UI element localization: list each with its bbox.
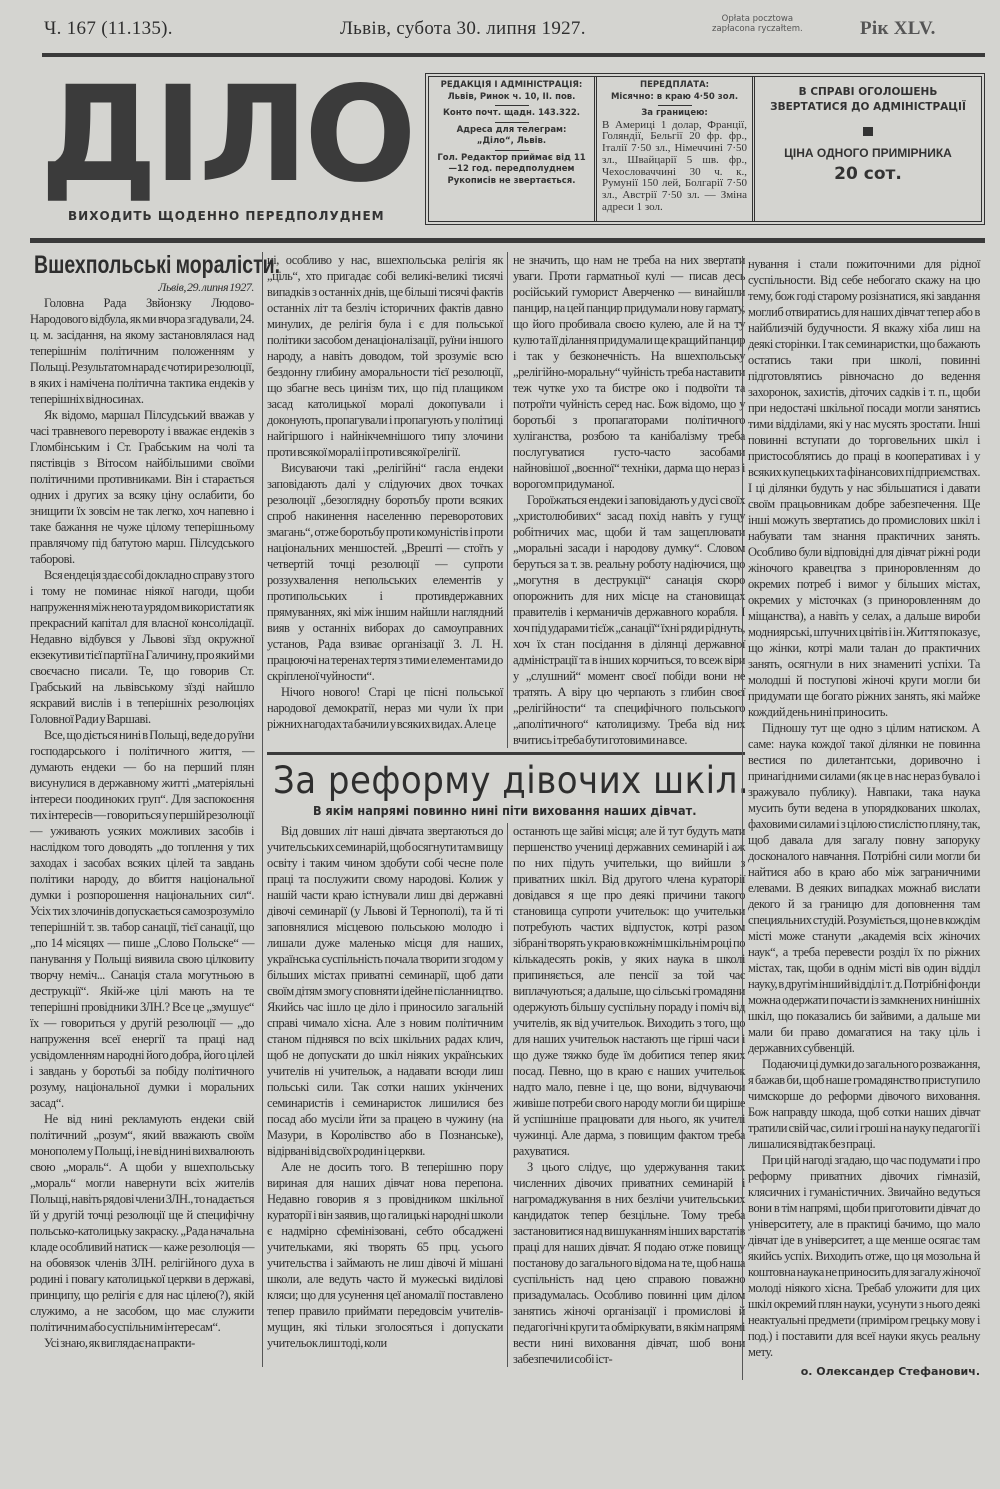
article2-body <box>267 823 745 1367</box>
ads-text: В СПРАВІ ОГОЛОШЕНЬ ЗВЕРТАТИСЯ ДО АДМІНІСТРАЦІЇ <box>770 86 966 113</box>
postage-line: zapłacona ryczałtem. <box>712 24 803 34</box>
paragraph: Гороїжаться ендеки і заповідають у дусі своїх „христолюбивих“ засад похід навіть у гущу робітничих мас, щоби й там защеплювати „моральні засади і народову думку“. Словом беруться за т. зв. реальну роботу надіючися, що „могутня в деструкції“ санація скоро опорожнить для них місце на становищах правителів і керманичів державного корабля. І хоч під ударами тієїж „санації“ їхні ряди ріднуть, хоч їх стан посідання в ділянці державної адміністрації та в інших корчиться, то всеж віри у „слушний“ момент своєї побіди вони не тратять. А віру цю черпають з глибин своєї „релігійности“ та специфічного польського „аполітичного“ католицизму. Треба від них вчитись і треба бути готовими на все. <box>513 493 745 747</box>
place-date: Львів, субота 30. липня 1927. <box>340 18 586 39</box>
author-signature: о. Олександер Стефанович. <box>800 1365 980 1378</box>
editorial-info <box>429 77 594 221</box>
paragraph: Але не досить того. В теперішню пору вириная для наших дівчат нова перепона. Недавно говорив я з провідником шкільної кураторії і він заявив, що галицькі народні школи є надмірно сфемінізовані, себто обсаджені учительками, які творять 65 прц. усього учительства і займають не лиш дівочі й мішані школи, але ведуть часто й мужеські виділові кляси; що для усунення цеї аномалії поставлено тепер правило приймати передовсім учителів-мущин, які тільки зголосяться і допускати учительок лиш тоді, коли <box>267 1160 503 1350</box>
paragraph: При цій нагоді згадаю, що час подумати і про реформу приватних дівочих гімназій, клясичних і гуманістичних. Звичайно ведуться вони в тім напрямі, щоби приготовити дівчат до університету, але в практиці бачимо, що мало дівчат іде в університет, а ще менше осягає там якийсь успіх. Виходить отже, що ця мозольна й коштовна наука не приносить для загалу жіночої молоді ніякого хісна. Требаб уложити для цих шкіл окремий плян науки, усунути з нього деякі неактуальні предмети (приміром грецьку мову і под.) і поставити для всеї науки якусь реальну мету. <box>748 1153 980 1359</box>
paragraph: Нічого нового! Старі це пісні польської народової демократії, нераз ми чули їх при ріжних нагодах та бачили у всяких видах. Але це <box>267 685 503 731</box>
article2-column2 <box>507 823 745 1367</box>
article1-continuation <box>267 252 745 748</box>
header-rule <box>42 53 985 57</box>
telegram-address: „Діло“, Львів. <box>476 136 547 146</box>
postal-account: Конто почт. щадн. 143.322. <box>442 108 581 118</box>
newspaper-logo: ДІЛО <box>40 58 413 212</box>
paragraph: Все, що діється нині в Польщі, веде до руїни господарського і політичного життя, — думають ендеки — бо на перший плян висунулися в державному житті „матеріяльні інтереси поодиноких груп“. Для заспокоєння тих інтересів — говориться у першій резолюції — уживають усяких можливих засобів і наслідком того доводять „до топлення у тих заходах і засобах всяких цілей та завдань політики народу, до вбиття національної думки і розпорошення національних сил“. Усіх тих злочинів допускається самозрозуміло теперішній т. зв. табор санації, тієї санації, що „по 14 місяцях — пише „Слово Польске“ — панування у Польщі виявила свою цілковиту творчу неміч... Санація стала могутньою в деструкції“. Якій-же цілі мають на те теперішні провідники ЗЛН.? Все це „змушує“ їх — говориться у другій резолюції — „до напруження всеї енергії та праці над усвідомленням народні його добра, його цілей і завдань у боротьбі за побіду політичного розуму, національної думки і моральних засад“. <box>30 728 254 1110</box>
article1-title: Вшехпольські моралісти. <box>34 251 281 279</box>
paragraph: останють ще зайві місця; але й тут будуть мати першенство учениці державних семинарій і аж по них підуть учительки, що вийшли з приватних шкіл. Від другого члена кураторії довідався я ще про деякі причини такого становища супроти учительок: що учительки потребують частих відпусток, котрі разом зібрані творять у краю в кожнім шкільнім році по кількадесять років, у яких наука в школі припиняється, але пенсії за той час виплачуються; а дальше, що сільські громадяни одержують більшу суспільну пораду і поміч від учителів, як від учительок. Виходить з того, що для наших учительок настають ще гірші часи і що дуже тяжко буде їм добитися тепер яких посад. Певно, що в краю є наших учительок надто мало, певне і це, що вони, відчуваючи живіше потреби свого народу могли би щиріше й успішніше працювати для нього, як учителі чужинці. Але дарма, з повищим фактом треба рахуватися. <box>513 824 745 1158</box>
article1-column3 <box>507 252 745 748</box>
manuscripts-note: Рукописів не звертається. <box>447 175 576 186</box>
article-separator <box>267 752 745 755</box>
editorial-address: Львів, Ринок ч. 10, II. пов. <box>447 91 576 102</box>
subscription-info <box>594 77 752 221</box>
info-box <box>425 73 985 225</box>
article1-column2 <box>267 252 507 748</box>
paragraph: Подаючи ці думки до загального розважання, я бажав би, щоб наше громадянство приступило чимскорше до реформи дівочого виховання. Бож направду шкода, щоб сотки наших дівчат тратили свій час, сили і гроші на науку педагогії і лишалися відтак без праці. <box>748 1057 980 1151</box>
article2-subtitle: В якім напрямі повинно нині піти виховання наших дівчат. <box>313 804 697 818</box>
paragraph: Підношу тут ще одно з цілим натиском. А саме: наука кождої такої ділянки не повинна вестися по дилетантськи, доривочно і принагідними силами (як це в нас нераз бувало і зражувало публику). Навпаки, така наука мусить бути ведена в упорядкованих школах, фаховими силами і з цілою стислістю пляну, так, щоб давала для загалу повну запоруку досконалого навчання. Потрібні сили могли би найтися або в краю або між заграничними елевами. В деяких випадках можнаб вислати декого й за границю для доповнення там специяльних студій. Розуміється, що не в кождім місті може станути „академія всіх жіночих наук“, а треба перевести розділ їх по ріжних містах, так, щоби в однім місті вів один відділ науку, в другім інший відділ і т. д. Потрібні фонди можна одержати почасти із замкнених нинішніх шкіл, що показались би зайвими, а дальше ми мали би право домагатися на таку ціль і державних субвенцій. <box>748 721 980 1055</box>
paragraph: Вся ендеція здає собі докладно справу з того і тому не поминає ніякої нагоди, щоби напруження між нею та урядом використати як прекрасний капітал для власної консолідації. Недавно відбувся у Львові зїзд окружної екзекутиви тієї партії на Галичину, про який ми своєчасно писали. Те, що говорив Ст. Грабський на львівському зїзді найшло яскравий вислів і в теперішніх резолюціях Головної Ради у Варшаві. <box>30 568 254 726</box>
postage-note <box>712 14 803 34</box>
subscription-heading: ПЕРЕДПЛАТА: <box>639 80 710 90</box>
article1-dateline: Львів, 29. липня 1927. <box>158 280 254 294</box>
issue-number: Ч. 167 (11.135). <box>44 18 173 39</box>
paragraph: не значить, що нам не треба на них звертати уваги. Проти гарматньої кулі — писав десь російський гуморист Аверченко — винайшли панцир, на цей панцир придумали нову гармату, що його пробивала своєю кулею, але й на ту кулю та її ділання придумали ще кращий панцир і так у безконечність. На вшехпольську „релігійно-моральну“ чуйність треба наставити теж чутке ухо та бистре око і подвоїти та потроїти чуйність серед нас. Бож відомо, що у боротьбі з пропагаторами політичного хуліганства, розбою та канібалізму треба послугуватися густо-часто засобами найновішої „воєнної“ техніки, дарма що нераз і ворогом придуманої. <box>513 253 745 491</box>
ornament-icon <box>863 127 873 136</box>
price-label: ЦІНА ОДНОГО ПРИМІРНИКА <box>784 146 952 160</box>
subscription-monthly: Місячно: в краю 4·50 зол. <box>610 91 739 102</box>
article2-column1 <box>267 823 507 1367</box>
ads-info <box>752 77 981 221</box>
paragraph: Не від нині рекламують ендеки свій політичний „розум“, який вважають своїм монополем у Польщі, і не від нині вихвалюють свою „мораль“. А щоби у вшехпольську „мораль“ могли навернути всіх жителів Польщі, навіть рядові члени ЗЛН., то надається їй у другій точці резолюції ще й специфічну польсько-католицьку закраску. „Рада начальна кладе особливий натиск — каже резолюція — на обовязок членів ЗЛН. релігійного духа в родині і повагу католицької церкви в державі, принципу, що релігія є для нас цілею(?), якій служимо, а не засобом, що має служити політичним або суспільним інтересам“. <box>30 1112 254 1334</box>
price: 20 сот. <box>834 164 902 184</box>
year: Рік XLV. <box>860 18 936 39</box>
paragraph: Усі знаю, як виглядає на практи- <box>44 1336 195 1350</box>
paragraph: Від довших літ наші дівчата звертаються до учительських семинарій, щоб осягнути там вищу освіту і таким чином здобути собі чесне поле праці та послужити свому народові. Колиж у нашій части краю істнували лиш дві державні дівочі семинарії (у Львові й Тернополі), та й ті заповнялися місцевою польською молодю і лишали дуже маленько місця для наших, українська суспільність почала творити згодом у більших містах приватні семинарії, щоб дати своїм дітям змогу сповняти ідейне післанництво. Якийсь час ішло це діло і приносило загальній справі чимало хісна. Але з новим політичним станом піднявся по всіх шкільних радах клич, щоб не допускати до шкіл ніяких українських учителів ні учительок, а надавати всюди лиш польські сили. Так сотки наших укінчених семинаристів і семинаристок лишилися без посад або мусіли йти за працею в чужину (на Мазури, в Королівство або в Познанське), відірвані від своїх родин і церкви. <box>267 824 503 1158</box>
paragraph: ці, особливо у нас, вшехпольська релігія як „ціль“, хто пригадає собі великі-великі тисячі випадків з останніх днів, ще більші тисячі фактів останніх літ та безліч історичних фактів давно минулих, де релігія була і є для польської політики засобом денаціоналізації, руїни іншого народу, а навіть доводом, той зрозуміє всю бездонну глибину аморальности тієї резолюції, що збагне весь цинізм тих, що під плащиком засад католицької моралі докопували і доконують, пропагували і пропагують у політиці найгіршого і найнікчемнішого типу злочини проти всякої моралі і проти всякої релігії. <box>267 253 503 459</box>
article2-title: За реформу дівочих шкіл. <box>273 759 750 802</box>
tagline: ВИХОДИТЬ ЩОДЕННО ПЕРЕДПОЛУДНЕМ <box>68 209 385 223</box>
paragraph: Головна Рада Звйонзку Людово-Народового відбула, як ми вчора згадували, 24. ц. м. засідання, на якому застановлялася над теперішнім політичним положенням у Польщі. Результатом нарад є чотири резолюції, в яких і намічена політична тактика ендеків у теперішніх відносинах. <box>30 296 254 406</box>
paragraph: Висуваючи такі „релігійні“ гасла ендеки заповідають далі у слідуючих двох точках резолюції „безоглядну боротьбу проти всяких спроб накинення населенню переворотових змагань“, отже боротьбу проти комуністів і проти національних меншостей. „Врешті — стоїть у четвертій точці резолюції — супроти роззухвалення непольських елементів у протипольських і противдержавних прямуваннях, які між іншим найшли наглядний вияв у останніх виборах до самоуправних установ, Рада взиває організації З. Л. Н. працюючі на теренах тертя з тими елементами до скріпленої чуйности“. <box>267 461 503 683</box>
masthead-rule <box>30 238 985 243</box>
article1-column1 <box>30 250 281 1351</box>
middle-columns <box>262 252 750 1367</box>
abroad-label: За границею: <box>641 108 708 118</box>
abroad-prices: В Америці 1 долар, Франції, Голяндії, Бельгії 20 фр. фр., Італії 7·50 зл., Німеччині 7·50 зл., Швайцарії 5 шв. фр., Чехословаччині 30 ч. к., Румунії 150 лей, Болгарії 7·50 зл., Австрії 7·50 зл. — Зміна адреси 1 зол. <box>602 118 747 214</box>
editorial-heading: РЕДАКЦІЯ І АДМІНІСТРАЦІЯ: <box>440 80 583 90</box>
paragraph: Як відомо, маршал Пілсудський вважав у часі травневого перевороту і вважає ендеків з Гломбінським і Ст. Грабським на чолі та пястівців з Вітосом найбільшими своїми політичними противниками. Він і старається одних і других за всяку ціну ослабити, бо знищити їх зовсім не так легко, хоч напевно і таке бажання не чуже цілому теперішньому правлячому під батутою марш. Пілсудського таборові. <box>30 408 254 566</box>
paragraph: З цього слідує, що удержування таких численних дівочих приватних семинарій і нагромаджування в них безлічи учительських кандидаток тепер безцільне. Тому треба застановитися над вишуканням інших варстатів праці для наших дівчат. Я подаю отже повищу постанову до загального відома на те, щоб наша суспільність над цею справою поважно призадумалась. Особливо повинні цим ділом занятись жіночі організації і промислові й педагогічні круги та обміркувати, в якім напрямі вести нині виховання дівчат, шоб вони забезпечили собі іст- <box>513 1160 745 1366</box>
paragraph: нування і стали пожиточними для рідної суспільности. Від себе небогато скажу на цю тему, бож годі старому розізнатися, які завдання моглиб отвиратись для наших дівчат тепер або в найблизчій будучности. Я вкажу хіба лиш на деякі сторінки. І так семинаристки, що бажають остатись таки при школі, повинні підготовлятись рівночасно до ведення захоронок, захистів, діточих садків і т. п., щоби при недостачі шкільної посади могли занятись тими відділами, які у нас мусять зростати. Інші повинні вступати до торговельних шкіл і пристособлятись до праці в кооперативах і у всяких купецьких та фінансових підприємствах. І ці ділянки будуть у нас збільшатися і давати своїм працьовникам добре забезпечення. Ще інші можуть звертатись до промислових шкіл і набувати там знання практичних занять. Особливо були відповідні для дівчат ріжні роди жіночого кравецтва з приноровленням до окремих потреб і вимог у більших містах, окремих у місточках (з приноровленням до міщанства), а навіть у селах, а дальше вироби модниярські, штучних цвітів і ін. Життя показує, що жінки, котрі мали талан до практичних занять, осягнули в них знамениті успіхи. Та молодші й поступові жіночі круги могли би придумати ще богато ріжних занять, які майже кождий день нині приносить. <box>748 257 980 719</box>
postage-line: Opłata pocztowa <box>721 14 794 24</box>
article2-column3 <box>742 256 980 1380</box>
editor-hours: Гол. Редактор приймає від 11—12 год. передполуднем <box>437 152 586 174</box>
telegram-label: Адреса для телеграм: <box>456 124 567 135</box>
